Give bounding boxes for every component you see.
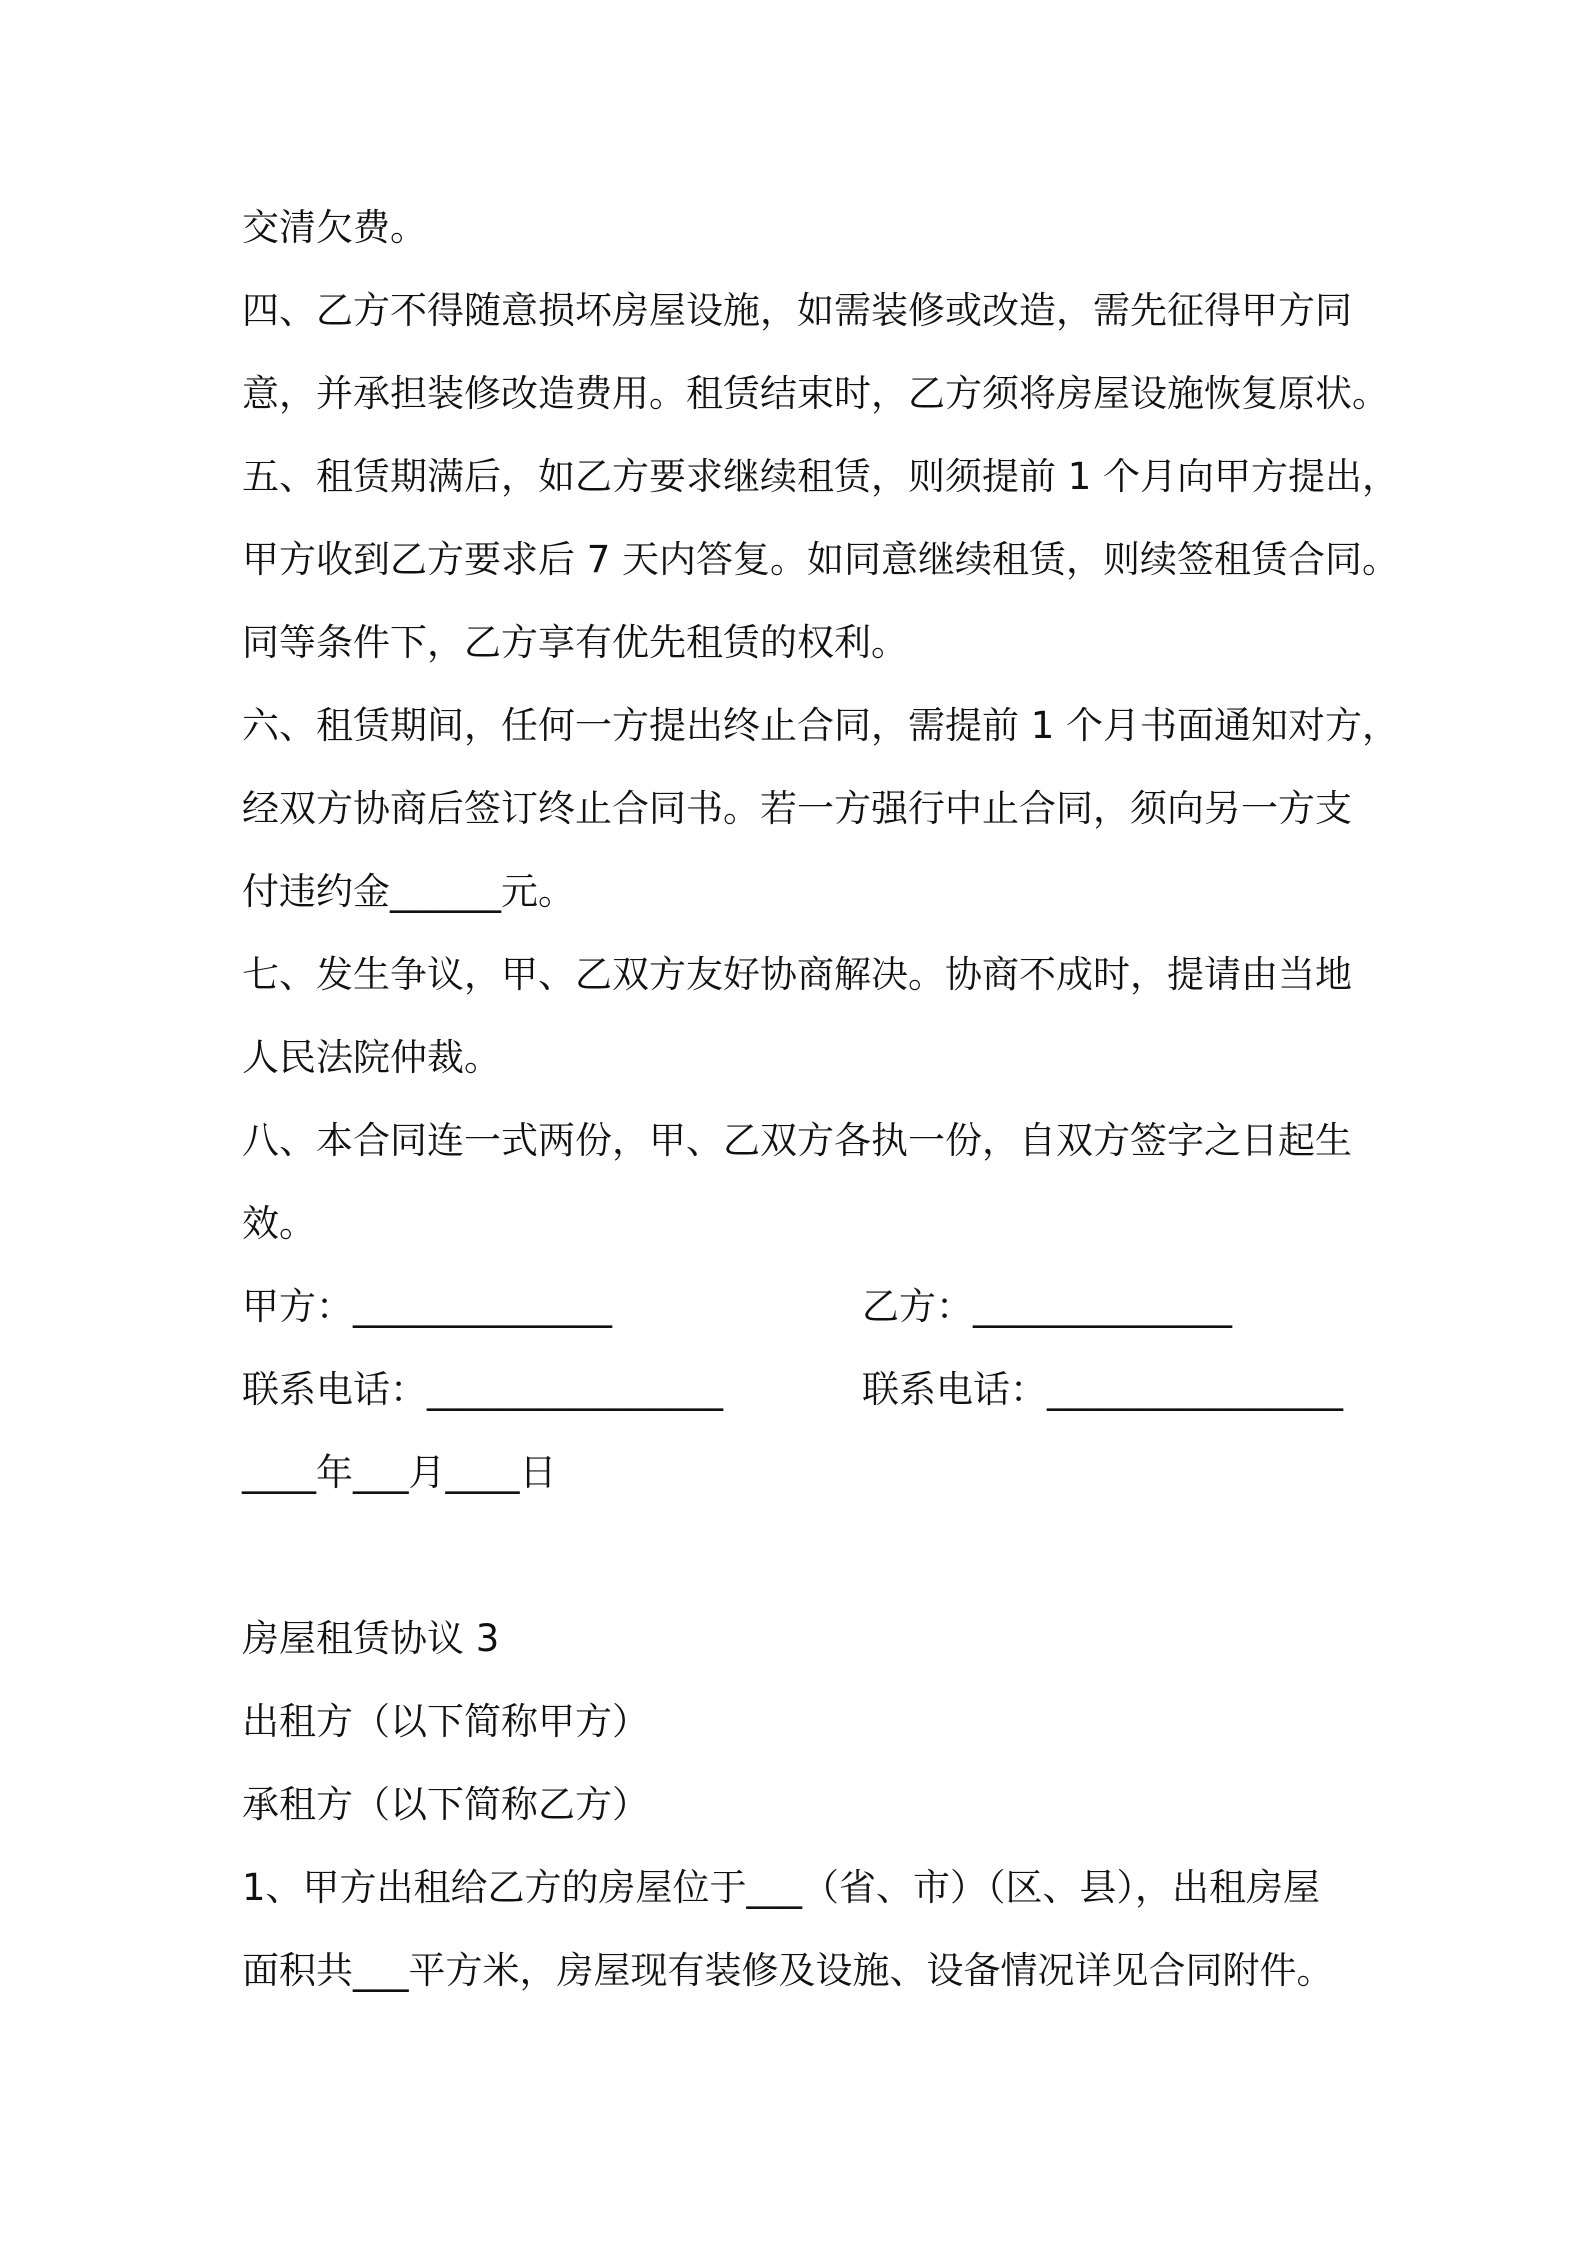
clause-5-line-2: 甲方收到乙方要求后 7 天内答复。如同意继续租赁，则续签租赁合同。 (242, 538, 1400, 581)
section-3-title: 房屋租赁协议 3 (242, 1617, 500, 1660)
clause-4-line-2: 意，并承担装修改造费用。租赁结束时，乙方须将房屋设施恢复原状。 (242, 372, 1389, 415)
lessor-line: 出租方（以下简称甲方） (242, 1700, 649, 1743)
party-b-signature: 乙方：______________ (862, 1285, 1232, 1328)
clause-5-line-1: 五、租赁期满后，如乙方要求继续租赁，则须提前 1 个月向甲方提出， (242, 455, 1400, 498)
signature-date: ____年___月____日 (242, 1451, 557, 1494)
clause-7-line-1: 七、发生争议，甲、乙双方友好协商解决。协商不成时，提请由当地 (242, 953, 1352, 996)
clause-6-line-3: 付违约金______元。 (242, 870, 575, 913)
clause-6-line-2: 经双方协商后签订终止合同书。若一方强行中止合同，须向另一方支 (242, 787, 1352, 830)
clause-7-line-2: 人民法院仲裁。 (242, 1036, 501, 1079)
party-a-signature: 甲方：______________ (242, 1285, 612, 1328)
clause-8-line-1: 八、本合同连一式两份，甲、乙双方各执一份，自双方签字之日起生 (242, 1119, 1352, 1162)
text-line: 交清欠费。 (242, 206, 427, 249)
clause-5-line-3: 同等条件下，乙方享有优先租赁的权利。 (242, 621, 908, 664)
clause-1-line-1: 1、甲方出租给乙方的房屋位于___（省、市）（区、县），出租房屋 (242, 1866, 1321, 1909)
clause-4-line-1: 四、乙方不得随意损坏房屋设施，如需装修或改造，需先征得甲方同 (242, 289, 1352, 332)
clause-1-line-2: 面积共___平方米，房屋现有装修及设施、设备情况详见合同附件。 (242, 1949, 1334, 1992)
clause-8-line-2: 效。 (242, 1202, 316, 1245)
clause-6-line-1: 六、租赁期间，任何一方提出终止合同，需提前 1 个月书面通知对方， (242, 704, 1400, 747)
party-b-phone: 联系电话：________________ (862, 1368, 1343, 1411)
party-a-phone: 联系电话：________________ (242, 1368, 723, 1411)
lessee-line: 承租方（以下简称乙方） (242, 1783, 649, 1826)
